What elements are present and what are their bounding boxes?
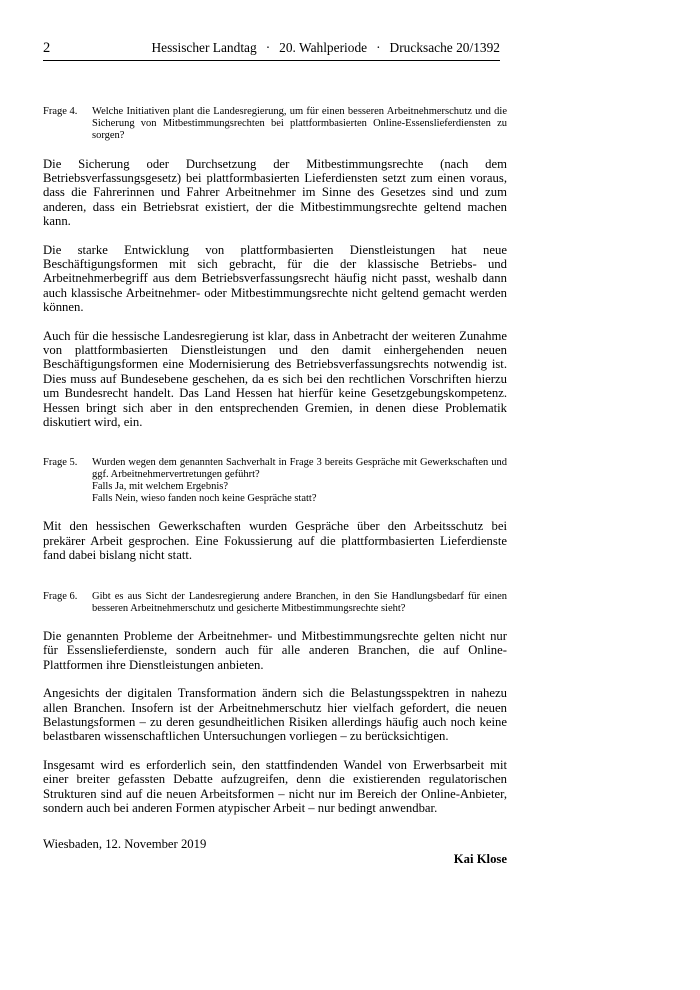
question-text — [92, 457, 507, 506]
question-line: Falls Ja, mit welchem Ergebnis? — [92, 480, 228, 492]
document-body — [43, 106, 507, 867]
answer-paragraph: Angesichts der digitalen Transformation ändern sich die Belastungsspektren in nahezu allen Branchen. Insofern ist der Arbeitnehmerschutz hier vielfach gefordert, die neuen Belastungsformen – zu deren gesundheitlichen Risiken allerdings häufig auch noch keine belastbaren wissenschaftlichen Untersuchungen vorliegen – zu berücksichtigen. — [43, 686, 507, 744]
question-4 — [43, 106, 507, 143]
page-header — [43, 40, 500, 61]
author-name: Kai Klose — [453, 852, 507, 867]
question-label: Frage 6. — [43, 590, 78, 602]
question-line: Wurden wegen dem genannten Sachverhalt in Frage 3 bereits Gespräche mit Gewerkschaften und ggf. Arbeitnehmervertretungen geführt? — [92, 456, 507, 480]
answer-paragraph: Die starke Entwicklung von plattformbasierten Dienstleistungen hat neue Beschäftigungsformen mit sich gebracht, für die der klassische Betriebs- und Arbeitnehmerbegriff aus dem Betriebsverfassungsrecht häufig nicht passt, weshalb dann auch klassische Arbeitnehmer- oder Mitbestimmungsrechte nicht geltend gemacht werden können. — [43, 242, 507, 315]
question-line: Falls Nein, wieso fanden noch keine Gespräche statt? — [92, 493, 317, 505]
answer-paragraph: Mit den hessischen Gewerkschaften wurden Gespräche über den Arbeitsschutz bei prekärer Arbeit gesprochen. Eine Fokussierung auf die plattformbasierten Lieferdienste fand dabei bislang nicht statt. — [43, 519, 507, 563]
header-parliament: Hessischer Landtag — [151, 40, 257, 55]
question-6 — [43, 591, 507, 615]
answer-paragraph: Auch für die hessische Landesregierung ist klar, dass in Anbetracht der weiteren Zunahme von plattformbasierten Dienstleistungen und den damit einhergehenden neuen Beschäftigungsformen eine Modernisierung des Betriebsverfassungsrechts notwendig ist. Dies muss auf Bundesebene geschehen, da es sich bei den rechtlichen Vorschriften hierzu um Bundesrecht handelt. Das Land Hessen hat hierfür keine Gesetzgebungskompetenz. Hessen bringt sich aber in den entsprechenden Gremien, in denen diese Problematik diskutiert wird, ein. — [43, 328, 507, 430]
header-info — [151, 40, 500, 56]
question-5 — [43, 457, 507, 506]
question-text: Gibt es aus Sicht der Landesregierung andere Branchen, in den Sie Handlungsbedarf für einen besseren Arbeitnehmerschutz und gesicherte Mitbestimmungsrechte sieht? — [92, 590, 507, 614]
header-period: 20. Wahlperiode — [279, 40, 368, 55]
place-date: Wiesbaden, 12. November 2019 — [43, 837, 207, 852]
question-text: Welche Initiativen plant die Landesregierung, um für einen besseren Arbeitnehmerschutz und die Sicherung von Mitbestimmungsrechten bei plattformbasierten Online-Essenslieferdiensten zu sorgen? — [92, 106, 507, 142]
header-document: Drucksache 20/1392 — [389, 40, 500, 55]
header-separator: · — [376, 40, 381, 55]
question-label: Frage 5. — [43, 456, 78, 468]
answer-paragraph: Die genannten Probleme der Arbeitnehmer- und Mitbestimmungsrechte gelten nicht nur für Essenslieferdienste, sondern auch für alle anderen Branchen, die auf Online-Plattformen ihre Dienstleistungen anbieten. — [43, 628, 507, 672]
answer-paragraph: Die Sicherung oder Durchsetzung der Mitbestimmungsrechte (nach dem Betriebsverfassungsgesetz) bei plattformbasierten Lieferdiensten setzt zum einen voraus, dass die Fahrerinnen und Fahrer Arbeitnehmer im Sinne des Gesetzes sind und zum anderen, dass ein Betriebsrat existiert, der die Mitbestimmungsrechte geltend machen kann. — [43, 156, 507, 229]
page-number: 2 — [43, 40, 51, 56]
header-separator: · — [265, 40, 271, 55]
answer-paragraph: Insgesamt wird es erforderlich sein, den stattfindenden Wandel von Erwerbsarbeit mit einer breiter gefassten Debatte aufzugreifen, denn die existierenden regulatorischen Strukturen sind auf die neuen Arbeitsformen – nicht nur im Bereich der Online-Anbieter, sondern auch bei anderen Formen atypischer Arbeit – nur bedingt anwendbar. — [43, 757, 507, 816]
question-label: Frage 4. — [43, 106, 78, 117]
signature-block — [43, 837, 507, 867]
